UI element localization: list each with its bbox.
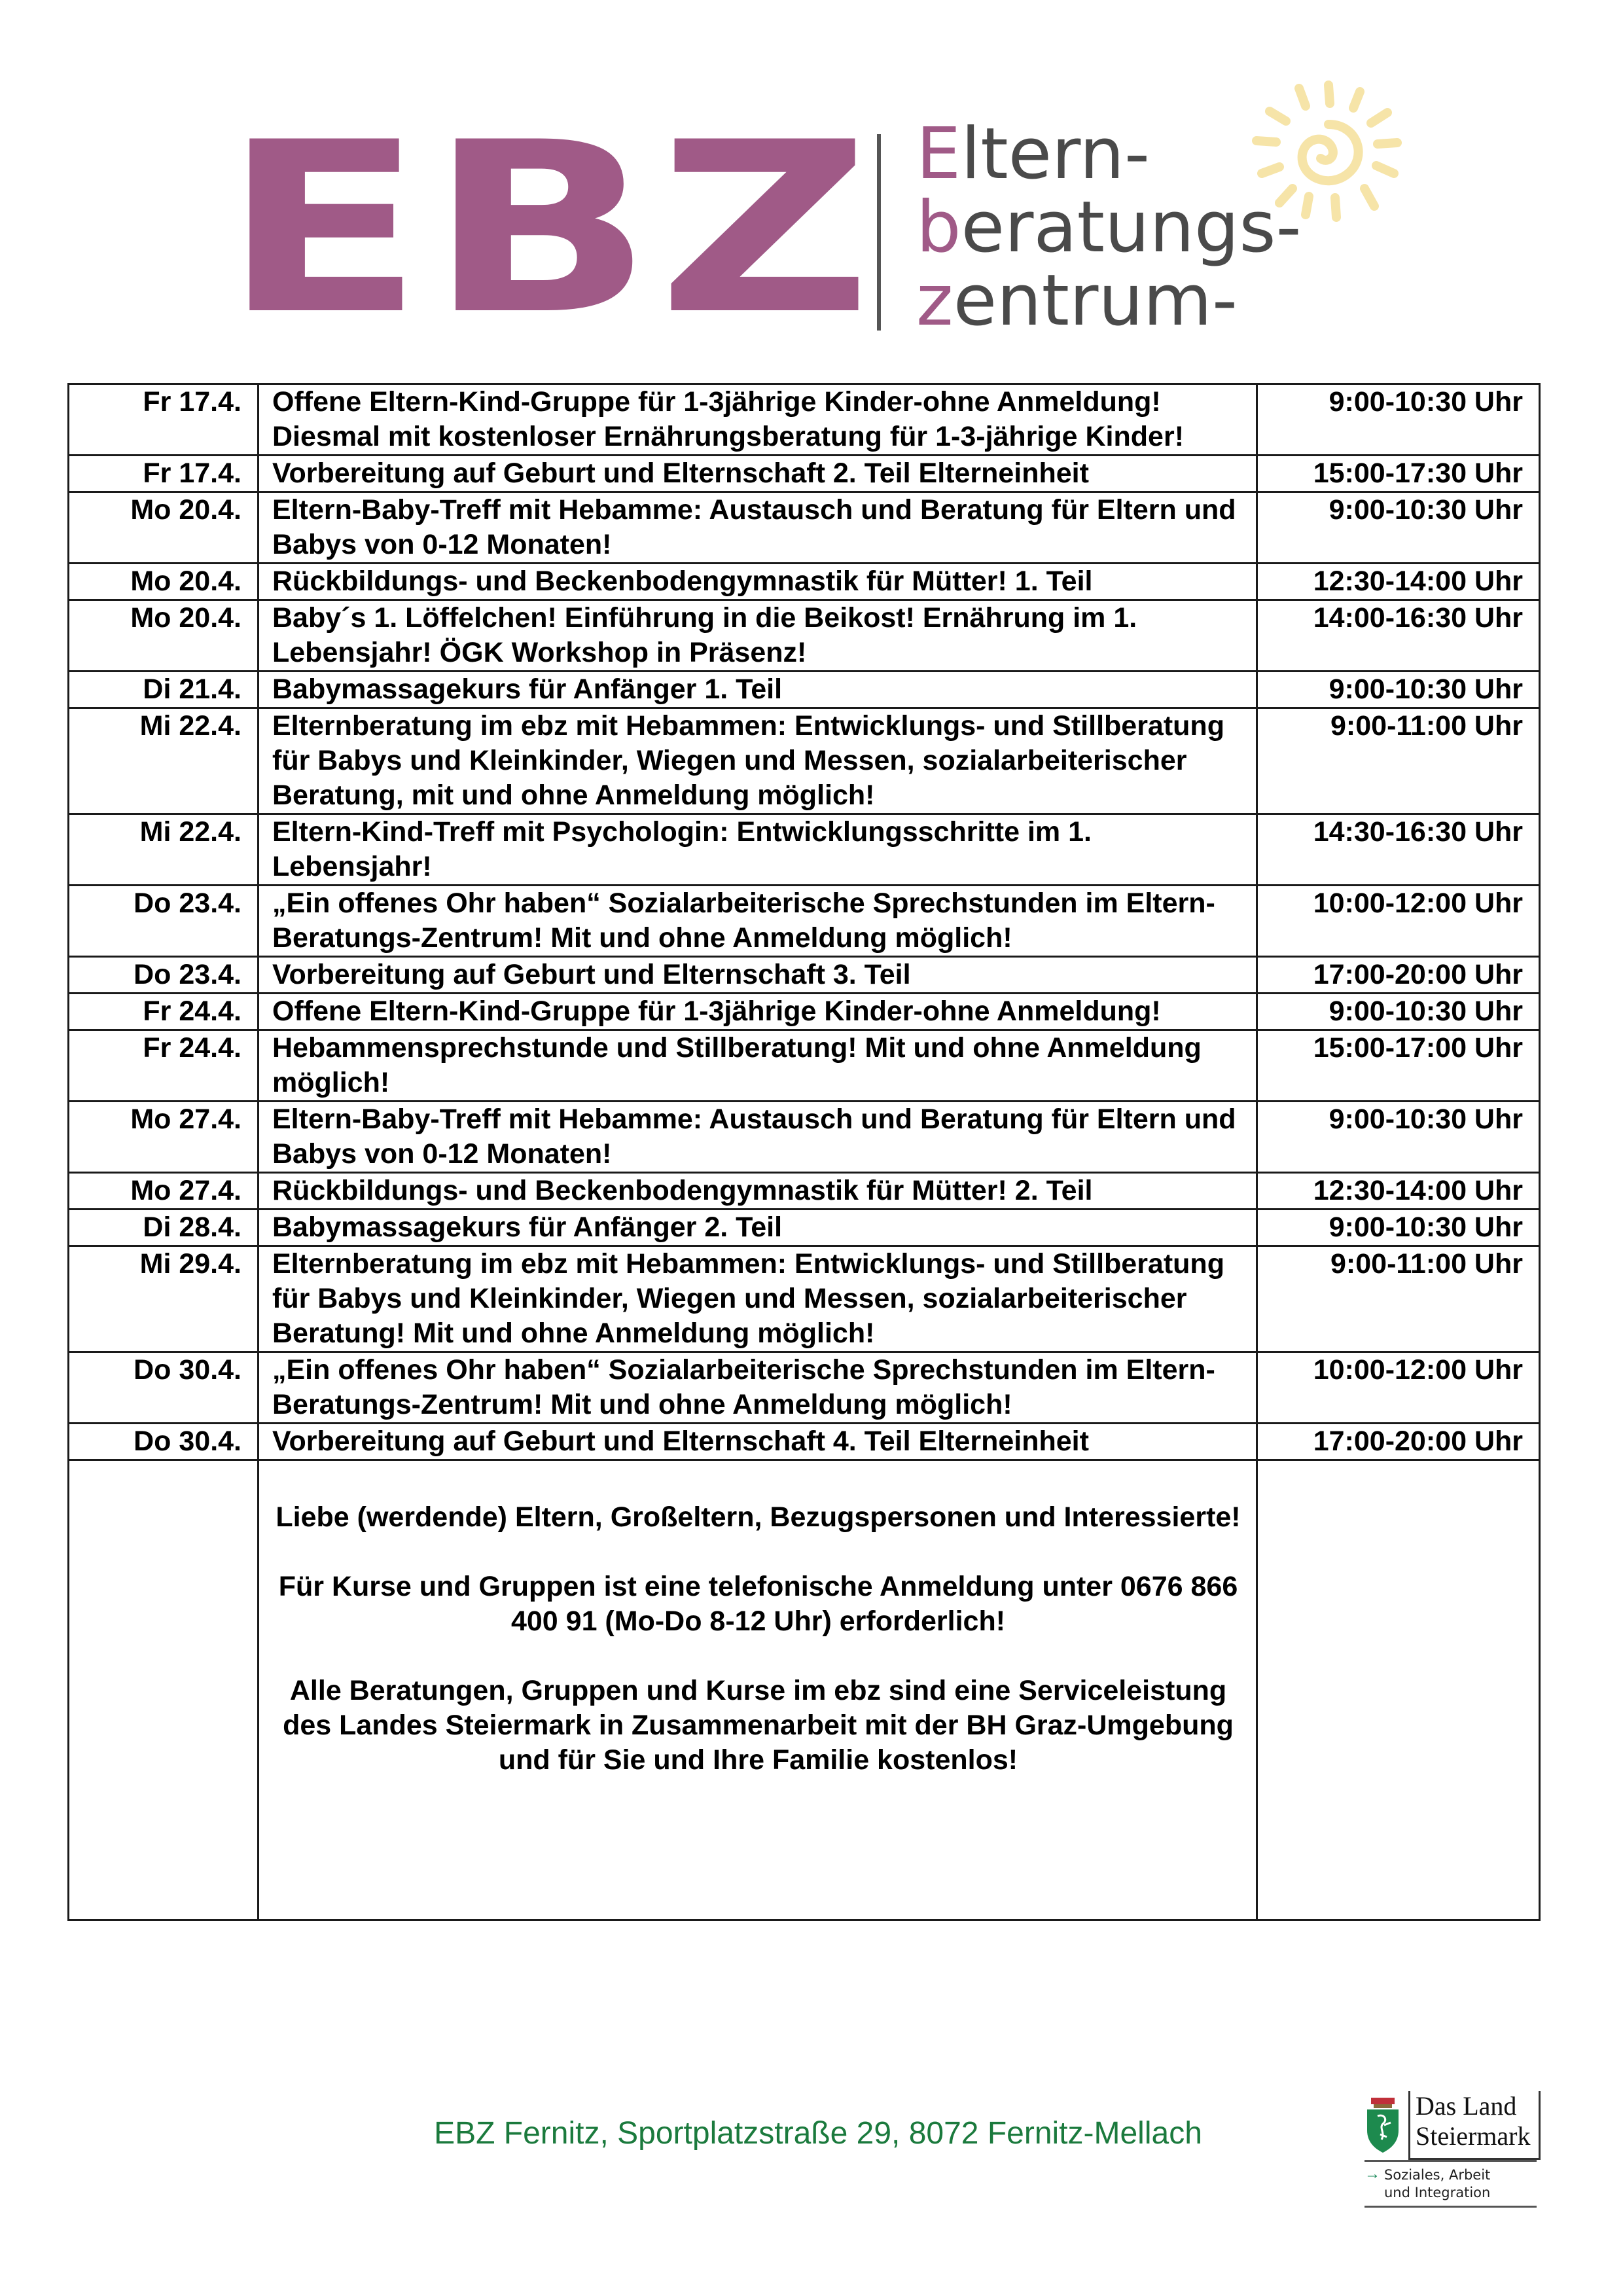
event-time: 9:00-10:30 Uhr [1257, 994, 1540, 1030]
schedule-row [69, 814, 1540, 886]
land-department: Soziales, Arbeit und Integration [1384, 2167, 1491, 2200]
event-description: „Ein offenes Ohr haben“ Sozialarbeiterische Sprechstunden im Eltern-Beratungs-Zentrum! Mit und ohne Anmeldung möglich! [259, 886, 1257, 957]
event-date: Do 23.4. [69, 886, 259, 957]
event-date: Do 23.4. [69, 957, 259, 994]
schedule-table [67, 383, 1541, 1921]
event-time: 9:00-11:00 Uhr [1257, 708, 1540, 814]
land-divider-bottom [1364, 2206, 1537, 2208]
arrow-right-icon: → [1364, 2165, 1380, 2183]
schedule-row [69, 1173, 1540, 1210]
footer-address: EBZ Fernitz, Sportplatzstraße 29, 8072 Fernitz-Mellach [434, 2116, 1202, 2151]
event-description: Eltern-Baby-Treff mit Hebamme: Austausch und Beratung für Eltern und Babys von 0-12 Monaten! [259, 1102, 1257, 1173]
event-date: Mo 20.4. [69, 492, 259, 564]
notes-empty-right [1257, 1460, 1540, 1920]
event-time: 10:00-12:00 Uhr [1257, 1352, 1540, 1424]
event-description: Elternberatung im ebz mit Hebammen: Entwicklungs- und Stillberatung für Babys und Kleinkinder, Wiegen und Messen, sozialarbeiterischer Beratung! Mit und ohne Anmeldung möglich! [259, 1246, 1257, 1352]
event-description: Babymassagekurs für Anfänger 2. Teil [259, 1210, 1257, 1246]
logo-word-line: zentrum- [916, 260, 1238, 342]
event-description: Vorbereitung auf Geburt und Elternschaft 3. Teil [259, 957, 1257, 994]
logo-word-line: beratungs- [916, 187, 1302, 268]
event-time: 12:30-14:00 Uhr [1257, 564, 1540, 600]
event-date: Fr 17.4. [69, 456, 259, 492]
land-steiermark-logo [1364, 2091, 1561, 2222]
event-date: Fr 17.4. [69, 384, 259, 456]
event-date: Mo 27.4. [69, 1173, 259, 1210]
event-date: Mo 20.4. [69, 600, 259, 672]
schedule-row [69, 672, 1540, 708]
notes-greeting: Liebe (werdende) Eltern, Großeltern, Bezugspersonen und Interessierte! [276, 1501, 1241, 1533]
schedule-row [69, 1210, 1540, 1246]
event-description: Offene Eltern-Kind-Gruppe für 1-3jährige Kinder-ohne Anmeldung! Diesmal mit kostenloser Ernährungsberatung für 1-3-jährige Kinder! [259, 384, 1257, 456]
schedule-row [69, 384, 1540, 456]
notes-registration: Für Kurse und Gruppen ist eine telefonische Anmeldung unter 0676 866 400 91 (Mo-Do 8-12 Uhr) erforderlich! [278, 1571, 1238, 1637]
schedule-row [69, 1246, 1540, 1352]
event-description: Hebammensprechstunde und Stillberatung! Mit und ohne Anmeldung möglich! [259, 1030, 1257, 1102]
schedule-row [69, 1352, 1540, 1424]
schedule-row [69, 886, 1540, 957]
schedule-row [69, 564, 1540, 600]
event-date: Mi 22.4. [69, 708, 259, 814]
event-time: 9:00-11:00 Uhr [1257, 1246, 1540, 1352]
notes-cell [259, 1460, 1257, 1920]
ebz-logo [223, 92, 1433, 366]
logo-letters: EBZ [223, 92, 877, 366]
event-description: Baby´s 1. Löffelchen! Einführung in die Beikost! Ernährung im 1. Lebensjahr! ÖGK Workshop in Präsenz! [259, 600, 1257, 672]
event-date: Di 28.4. [69, 1210, 259, 1246]
event-time: 17:00-20:00 Uhr [1257, 1424, 1540, 1460]
event-time: 9:00-10:30 Uhr [1257, 1102, 1540, 1173]
schedule-row [69, 492, 1540, 564]
schedule-row [69, 1102, 1540, 1173]
event-time: 9:00-10:30 Uhr [1257, 1210, 1540, 1246]
land-divider-top [1364, 2160, 1537, 2162]
event-date: Mi 29.4. [69, 1246, 259, 1352]
event-description: Rückbildungs- und Beckenbodengymnastik für Mütter! 1. Teil [259, 564, 1257, 600]
event-time: 15:00-17:00 Uhr [1257, 1030, 1540, 1102]
event-time: 14:30-16:30 Uhr [1257, 814, 1540, 886]
event-date: Do 30.4. [69, 1424, 259, 1460]
event-description: Vorbereitung auf Geburt und Elternschaft 4. Teil Elterneinheit [259, 1424, 1257, 1460]
event-date: Di 21.4. [69, 672, 259, 708]
event-time: 9:00-10:30 Uhr [1257, 492, 1540, 564]
event-description: Rückbildungs- und Beckenbodengymnastik für Mütter! 2. Teil [259, 1173, 1257, 1210]
event-date: Mo 27.4. [69, 1102, 259, 1173]
event-description: Eltern-Baby-Treff mit Hebamme: Austausch und Beratung für Eltern und Babys von 0-12 Monaten! [259, 492, 1257, 564]
schedule-row [69, 1424, 1540, 1460]
event-description: Elternberatung im ebz mit Hebammen: Entwicklungs- und Stillberatung für Babys und Kleinkinder, Wiegen und Messen, sozialarbeiterischer Beratung, mit und ohne Anmeldung möglich! [259, 708, 1257, 814]
event-description: Vorbereitung auf Geburt und Elternschaft 2. Teil Elterneinheit [259, 456, 1257, 492]
schedule-row [69, 456, 1540, 492]
event-time: 9:00-10:30 Uhr [1257, 384, 1540, 456]
event-description: Eltern-Kind-Treff mit Psychologin: Entwicklungsschritte im 1. Lebensjahr! [259, 814, 1257, 886]
schedule-row [69, 708, 1540, 814]
schedule-row [69, 994, 1540, 1030]
notes-row [69, 1460, 1540, 1920]
event-time: 10:00-12:00 Uhr [1257, 886, 1540, 957]
event-time: 17:00-20:00 Uhr [1257, 957, 1540, 994]
event-description: Babymassagekurs für Anfänger 1. Teil [259, 672, 1257, 708]
event-date: Fr 24.4. [69, 994, 259, 1030]
schedule-row [69, 1030, 1540, 1102]
notes-service: Alle Beratungen, Gruppen und Kurse im ebz sind eine Serviceleistung des Landes Steiermark in Zusammenarbeit mit der BH Graz-Umgebung und für Sie und Ihre Familie kostenlos! [283, 1675, 1234, 1776]
event-time: 12:30-14:00 Uhr [1257, 1173, 1540, 1210]
event-time: 15:00-17:30 Uhr [1257, 456, 1540, 492]
schedule-row [69, 600, 1540, 672]
event-date: Mi 22.4. [69, 814, 259, 886]
sun-icon [1243, 72, 1414, 229]
event-date: Fr 24.4. [69, 1030, 259, 1102]
event-time: 14:00-16:30 Uhr [1257, 600, 1540, 672]
logo-word-line: Eltern- [916, 113, 1150, 195]
notes-empty-left [69, 1460, 259, 1920]
logo-divider [877, 134, 881, 331]
event-date: Do 30.4. [69, 1352, 259, 1424]
event-description: Offene Eltern-Kind-Gruppe für 1-3jährige Kinder-ohne Anmeldung! [259, 994, 1257, 1030]
event-description: „Ein offenes Ohr haben“ Sozialarbeiterische Sprechstunden im Eltern-Beratungs-Zentrum! Mit und ohne Anmeldung möglich! [259, 1352, 1257, 1424]
event-time: 9:00-10:30 Uhr [1257, 672, 1540, 708]
schedule-row [69, 957, 1540, 994]
event-date: Mo 20.4. [69, 564, 259, 600]
steiermark-crest-icon [1364, 2096, 1401, 2154]
land-title: Das Land Steiermark [1416, 2091, 1531, 2151]
